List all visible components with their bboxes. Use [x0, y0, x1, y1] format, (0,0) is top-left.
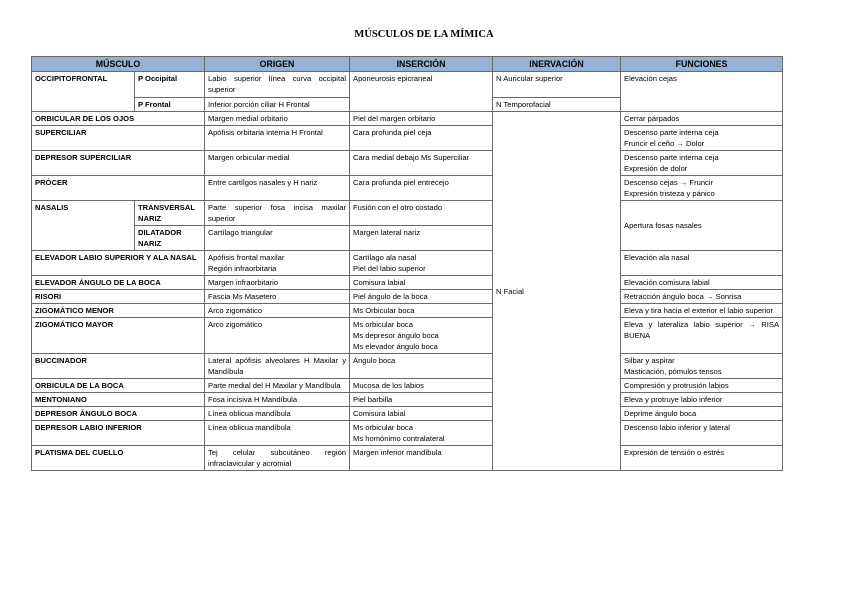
insertion-line: Cartílago ala nasal	[353, 253, 417, 262]
muscle-name: ZIGOMÁTICO MENOR	[32, 304, 205, 318]
table-row	[32, 176, 783, 201]
origin-cell: Labio superior línea curva occipital superior	[205, 72, 350, 98]
insertion-line: Ms orbicular boca	[353, 423, 413, 432]
function-cell: Elevación cejas	[621, 72, 783, 112]
origin-cell: Cartílago triangular	[205, 226, 350, 251]
origin-cell: Lateral apófisis alveolares H Maxilar y Mandíbula	[205, 354, 350, 379]
header-row	[32, 57, 783, 72]
function-cell	[621, 354, 783, 379]
origin-cell: Arco zigomático	[205, 318, 350, 354]
origin-cell: Entre cartílgos nasales y H nariz	[205, 176, 350, 201]
document-title: MÚSCULOS DE LA MÍMICA	[354, 29, 494, 40]
muscle-name: OCCIPITOFRONTAL	[32, 72, 135, 112]
table-row	[32, 151, 783, 176]
insertion-cell	[350, 318, 493, 354]
table-row	[32, 290, 783, 304]
function-cell: Retracción ángulo boca → Sonrisa	[621, 290, 783, 304]
insertion-line: Piel del labio superior	[353, 264, 426, 273]
function-cell: Eleva y lateraliza labio superior → RISA BUENA	[621, 318, 783, 354]
function-cell	[621, 176, 783, 201]
function-cell: Elevación comisura labial	[621, 276, 783, 290]
table-row	[32, 421, 783, 446]
origin-line: Región infraorbitaria	[208, 264, 277, 273]
muscle-name: DEPRESOR LABIO INFERIOR	[32, 421, 205, 446]
function-line: Descenso parte interna ceja	[624, 153, 719, 162]
muscle-name: RISORI	[32, 290, 205, 304]
table-row	[32, 318, 783, 354]
header-insercion: INSERCIÓN	[350, 57, 493, 72]
insertion-line: Ms orbicular boca	[353, 320, 413, 329]
insertion-line: Ms elevador ángulo boca	[353, 342, 438, 351]
header-inervacion: INERVACIÓN	[493, 57, 621, 72]
insertion-cell	[350, 251, 493, 276]
insertion-cell: Margen inferior mandíbula	[350, 446, 493, 471]
muscle-name: ELEVADOR LABIO SUPERIOR Y ALA NASAL	[32, 251, 205, 276]
function-line: Silbar y aspirar	[624, 356, 675, 365]
function-line: Descenso parte interna ceja	[624, 128, 719, 137]
insertion-cell: Cara medial debajo Ms Superciliar	[350, 151, 493, 176]
function-cell: Elevación ala nasal	[621, 251, 783, 276]
muscle-part: P Occipital	[135, 72, 205, 98]
muscle-name: NASALIS	[32, 201, 135, 251]
table-row	[32, 72, 783, 98]
origin-cell: Arco zigomático	[205, 304, 350, 318]
table-row	[32, 379, 783, 393]
function-cell: Eleva y protruye labio inferior	[621, 393, 783, 407]
function-line: Expresión tristeza y pánico	[624, 189, 715, 198]
muscle-name: BUCCINADOR	[32, 354, 205, 379]
function-cell: Eleva y tira hacia el exterior el labio superior	[621, 304, 783, 318]
origin-cell: Línea oblicua mandíbula	[205, 421, 350, 446]
table-row	[32, 407, 783, 421]
origin-cell: Fosa incisiva H Mandíbula	[205, 393, 350, 407]
table-row	[32, 354, 783, 379]
muscle-part: DILATADOR NARIZ	[135, 226, 205, 251]
function-cell	[621, 126, 783, 151]
innervation-cell: N Temporofacial	[493, 98, 621, 112]
function-cell: Descenso labio inferior y lateral	[621, 421, 783, 446]
insertion-cell: Mucosa de los labios	[350, 379, 493, 393]
header-origen: ORIGEN	[205, 57, 350, 72]
insertion-cell: Fusión con el otro costado	[350, 201, 493, 226]
insertion-cell: Piel barbilla	[350, 393, 493, 407]
table-row	[32, 251, 783, 276]
function-line: Masticación, pómulos tensos	[624, 367, 722, 376]
function-cell: Compresión y protrusión labios	[621, 379, 783, 393]
table-row	[32, 112, 783, 126]
table-row	[32, 393, 783, 407]
function-line: Expresión de dolor	[624, 164, 688, 173]
origin-cell: Tej celular subcutáneo región infraclavicular y acromial	[205, 446, 350, 471]
muscle-name: ORBICULAR DE LOS OJOS	[32, 112, 205, 126]
function-cell: Apertura fosas nasales	[621, 201, 783, 251]
origin-cell: Margen medial orbitario	[205, 112, 350, 126]
insertion-cell: Cara profunda piel entrecejo	[350, 176, 493, 201]
insertion-cell: Piel ángulo de la boca	[350, 290, 493, 304]
header-musculo: MÚSCULO	[32, 57, 205, 72]
innervation-cell: N Facial	[493, 112, 621, 471]
function-cell: Cerrar párpados	[621, 112, 783, 126]
origin-line: Apófisis frontal maxilar	[208, 253, 285, 262]
table-row	[32, 446, 783, 471]
muscle-part: P Frontal	[135, 98, 205, 112]
muscle-name: DEPRESOR ÁNGULO BOCA	[32, 407, 205, 421]
table-row	[32, 304, 783, 318]
insertion-cell: Ms Orbicular boca	[350, 304, 493, 318]
insertion-cell: Cara profunda piel ceja	[350, 126, 493, 151]
muscle-name: ZIGOMÁTICO MAYOR	[32, 318, 205, 354]
insertion-cell: Margen lateral nariz	[350, 226, 493, 251]
table-row	[32, 126, 783, 151]
origin-cell: Margen infraorbitario	[205, 276, 350, 290]
origin-cell: Línea oblicua mandíbula	[205, 407, 350, 421]
origin-cell: Parte superior fosa incisa maxilar superior	[205, 201, 350, 226]
function-line: Descenso cejas → Fruncir	[624, 178, 714, 187]
insertion-cell	[350, 421, 493, 446]
header-funciones: FUNCIONES	[621, 57, 783, 72]
insertion-cell: Piel del margen orbitario	[350, 112, 493, 126]
insertion-cell: Comisura labial	[350, 407, 493, 421]
origin-cell	[205, 251, 350, 276]
insertion-cell: Ángulo boca	[350, 354, 493, 379]
muscle-name: PLATISMA DEL CUELLO	[32, 446, 205, 471]
function-line: Fruncir el ceño → Dolor	[624, 139, 705, 148]
function-cell	[621, 151, 783, 176]
origin-cell: Parte medial del H Maxilar y Mandíbula	[205, 379, 350, 393]
muscle-name: MENTONIANO	[32, 393, 205, 407]
origin-cell: Margen orbicular medial	[205, 151, 350, 176]
muscle-name: ORBICULA DE LA BOCA	[32, 379, 205, 393]
muscle-name: SUPERCILIAR	[32, 126, 205, 151]
muscle-name: PRÓCER	[32, 176, 205, 201]
muscle-part: TRANSVERSAL NARIZ	[135, 201, 205, 226]
origin-cell: Inferior porción ciliar H Frontal	[205, 98, 350, 112]
insertion-cell: Comisura labial	[350, 276, 493, 290]
muscles-table	[31, 56, 783, 471]
function-cell: Expresión de tensión o estrés	[621, 446, 783, 471]
origin-cell: Apófisis orbitaria interna H Frontal	[205, 126, 350, 151]
muscle-name: ELEVADOR ÁNGULO DE LA BOCA	[32, 276, 205, 290]
insertion-cell: Aponeurosis epicraneal	[350, 72, 493, 112]
table-row	[32, 201, 783, 226]
insertion-line: Ms depresor ángulo boca	[353, 331, 439, 340]
muscle-name: DEPRESOR SUPERCILIAR	[32, 151, 205, 176]
insertion-line: Ms homónimo contralateral	[353, 434, 445, 443]
origin-cell: Fascia Ms Masetero	[205, 290, 350, 304]
table-row	[32, 276, 783, 290]
innervation-cell: N Auricular superior	[493, 72, 621, 98]
function-cell: Deprime ángulo boca	[621, 407, 783, 421]
